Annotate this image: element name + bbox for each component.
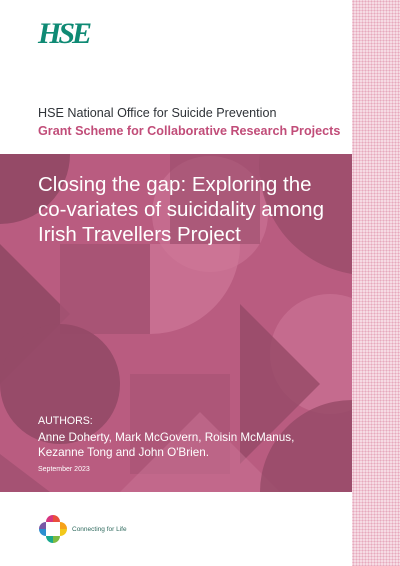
authors-list: Anne Doherty, Mark McGovern, Roisin McManus, Kezanne Tong and John O'Brien. <box>38 431 295 459</box>
grant-scheme-name: Grant Scheme for Collaborative Research Projects <box>38 124 341 138</box>
decorative-dot-strip <box>352 0 400 566</box>
authors-label: AUTHORS: <box>38 415 93 427</box>
publication-date: September 2023 <box>38 466 90 473</box>
hse-logo <box>38 17 90 50</box>
connecting-for-life-logo-icon <box>36 512 70 546</box>
office-name: HSE National Office for Suicide Prevention <box>38 106 277 120</box>
connecting-for-life-logo-text: Connecting for Life <box>72 526 127 533</box>
hse-logo-text: HSE <box>38 17 90 50</box>
report-title: Closing the gap: Exploring the co-variates of suicidality among Irish Travellers Project <box>38 173 324 246</box>
